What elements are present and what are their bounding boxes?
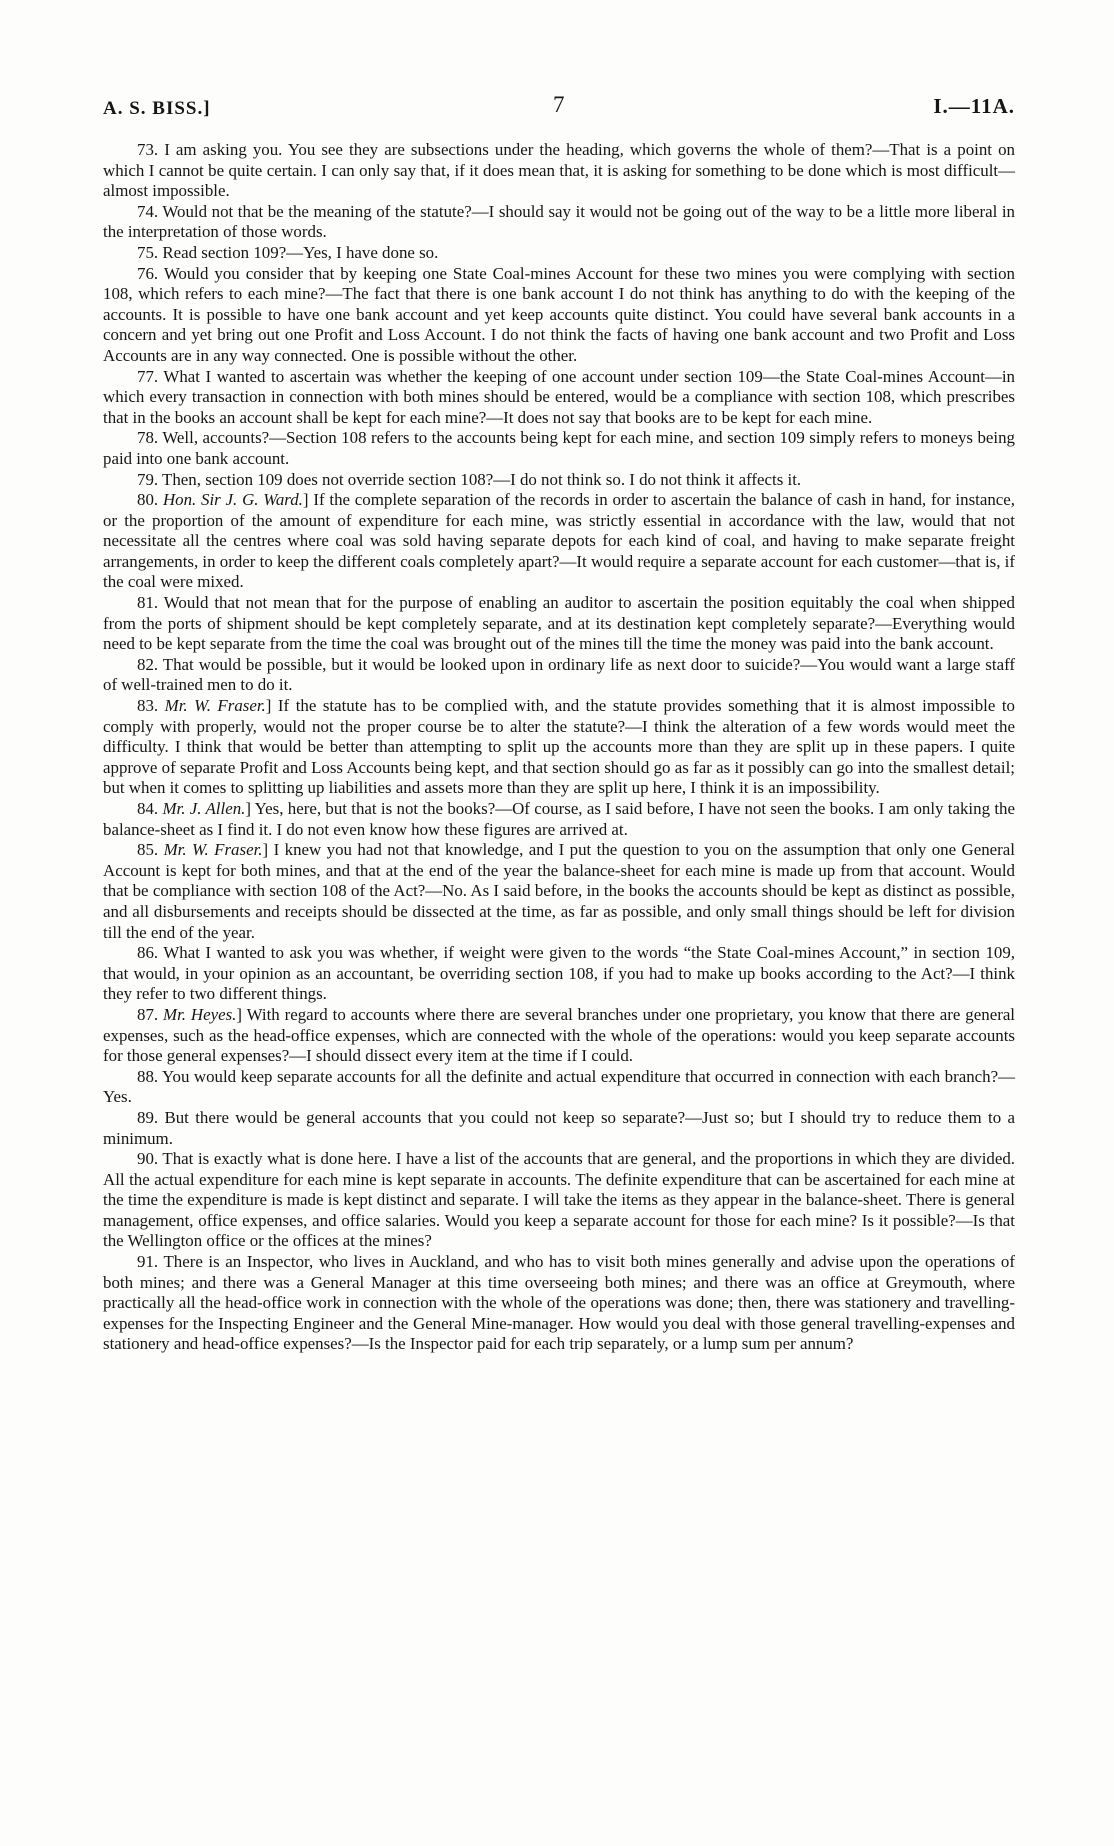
question-number: 88. xyxy=(137,1066,159,1086)
speaker-name: Mr. Heyes. xyxy=(163,1004,237,1024)
evidence-text xyxy=(103,140,1015,1355)
speaker-bracket: ] xyxy=(265,696,272,716)
question-paragraph xyxy=(103,1067,1015,1108)
question-number: 91. xyxy=(137,1252,159,1272)
question-text: I am asking you. You see they are subsections under the heading, which governs the whole of them?—That is a point on which I cannot be quite certain. I can only say that, if it does mean that, it is asking for something to be done which is most difficult—almost impossible. xyxy=(103,140,1015,201)
question-paragraph xyxy=(103,470,1015,491)
speaker-bracket: ] xyxy=(262,840,269,860)
question-paragraph xyxy=(103,428,1015,469)
speaker-name: Mr. J. Allen. xyxy=(162,799,246,818)
question-number: 87. xyxy=(137,1004,159,1024)
question-paragraph xyxy=(103,264,1015,367)
question-text: With regard to accounts where there are several branches under one proprietary, you know that there are general expenses, such as the head-office expenses, which are connected with the whole of the operations: would you keep separate accounts for those general expenses?—I should dissect every item at the time if I could. xyxy=(103,1004,1016,1066)
question-text: What I wanted to ask you was whether, if weight were given to the words “the State Coal-mines Account,” in section 109, that would, in your opinion as an accountant, be overriding section 108, if you had to make up books according to the Act?—I think they refer to two different things. xyxy=(103,943,1015,1004)
question-number: 75. xyxy=(137,242,159,262)
speaker-bracket: ] xyxy=(302,490,309,510)
question-paragraph xyxy=(103,840,1015,943)
question-text: That is exactly what is done here. I have a list of the accounts that are general, and the proportions in which they are divided. All the actual expenditure for each mine is kept separate in accounts. The definite expenditure that can be ascertained for each mine at the time the expenditure is made is kept distinct and separate. I will take the items as they appear in the balance-sheet. There is general management, office expenses, and office salaries. Would you keep a separate account for those for each mine? Is it possible?—Is that the Wellington office or the offices at the mines? xyxy=(103,1149,1015,1251)
question-text: There is an Inspector, who lives in Auckland, and who has to visit both mines generally and advise upon the operations of both mines; and there was a General Manager at this time overseeing both mines; and there was an office at Greymouth, where practically all the head-office work in connection with the whole of the operations was done; then, there was stationery and travelling-expenses for the Inspecting Engineer and the General Mine-manager. How would you deal with those general travelling-expenses and stationery and head-office expenses?—Is the Inspector paid for each trip separately, or a lump sum per annum? xyxy=(103,1252,1016,1354)
question-text: You would keep separate accounts for all the definite and actual expenditure that occurred in connection with each branch?—Yes. xyxy=(103,1066,1015,1107)
question-paragraph xyxy=(103,140,1015,202)
running-head xyxy=(103,92,1015,126)
question-paragraph xyxy=(103,593,1015,655)
question-number: 86. xyxy=(137,943,159,963)
question-text: Yes, here, but that is not the books?—Of course, as I said before, I have not seen the books. I am only taking the balance-sheet as I find it. I do not even know how these figures are arrived at. xyxy=(103,799,1015,839)
question-text: Would not that be the meaning of the statute?—I should say it would not be going out of the way to be a little more liberal in the interpretation of those words. xyxy=(103,201,1015,242)
speaker-name: Mr. W. Fraser. xyxy=(164,696,266,716)
question-text: If the complete separation of the records in order to ascertain the balance of cash in hand, for instance, or the proportion of the amount of expenditure for each mine, was strictly essential in accordance with the law, would that not necessitate all the centres where coal was sold having separate depots for each kind of coal, and having to make separate freight arrangements, in order to keep the different coals completely apart?—It would require a separate account for each customer—that is, if the coal were mixed. xyxy=(103,490,1015,592)
question-paragraph xyxy=(103,799,1015,840)
question-number: 78. xyxy=(137,428,159,448)
witness-header: A. S. BISS.] xyxy=(103,98,211,119)
question-number: 82. xyxy=(137,654,159,674)
question-text: If the statute has to be complied with, and the statute provides something that it is almost impossible to comply with properly, would not the proper course be to alter the statute?—I think the alteration of a few words would meet the difficulty. I think that would be better than attempting to split up the accounts more than they are split up in these papers. I quite approve of separate Profit and Loss Accounts being kept, and that section should go as far as it possibly can go into the smallest detail; but when it comes to splitting up liabilities and assets more than they are split up here, I think it is an impossibility. xyxy=(103,696,1015,798)
question-number: 74. xyxy=(137,201,159,221)
speaker-bracket: ] xyxy=(245,799,251,818)
question-number: 89. xyxy=(137,1107,159,1127)
speaker-name: Hon. Sir J. G. Ward. xyxy=(162,490,303,510)
question-number: 73. xyxy=(137,140,159,159)
question-paragraph xyxy=(103,243,1015,264)
question-number: 76. xyxy=(137,263,159,283)
question-paragraph xyxy=(103,490,1015,593)
question-number: 81. xyxy=(137,593,159,613)
question-paragraph xyxy=(103,655,1015,696)
question-number: 85. xyxy=(137,840,159,860)
question-number: 83. xyxy=(137,696,159,716)
question-paragraph xyxy=(103,202,1015,243)
question-text: Read section 109?—Yes, I have done so. xyxy=(162,242,439,262)
question-text: Then, section 109 does not override section 108?—I do not think so. I do not think it affects it. xyxy=(162,469,802,489)
question-paragraph xyxy=(103,943,1015,1005)
question-text: Would that not mean that for the purpose of enabling an auditor to ascertain the position equitably the coal when shipped from the ports of shipment should be kept completely separate, and at its destination kept completely separate?—Everything would need to be kept separate from the time the coal was brought out of the mines till the time the money was paid into the bank account. xyxy=(103,593,1015,654)
question-text: That would be possible, but it would be looked upon in ordinary life as next door to suicide?—You would want a large staff of well-trained men to do it. xyxy=(103,654,1016,695)
speaker-name: Mr. W. Fraser. xyxy=(163,840,263,860)
page-number: 7 xyxy=(553,92,566,117)
question-number: 79. xyxy=(137,469,159,489)
question-paragraph xyxy=(103,1005,1015,1067)
paper-reference: I.—11A. xyxy=(933,94,1015,118)
question-text: Well, accounts?—Section 108 refers to the accounts being kept for each mine, and section 109 simply refers to moneys being paid into one bank account. xyxy=(103,428,1015,468)
question-paragraph xyxy=(103,367,1015,429)
question-text: Would you consider that by keeping one State Coal-mines Account for these two mines you were complying with section 108, which refers to each mine?—The fact that there is one bank account I do not think has anything to do with the keeping of the accounts. It is possible to have one bank account and yet keep accounts quite distinct. You could have several bank accounts in a concern and yet bring out one Profit and Loss Account. I do not think the facts of having one bank account and two Profit and Loss Accounts are in any way connected. One is possible without the other. xyxy=(103,263,1016,365)
question-text: I knew you had not that knowledge, and I put the question to you on the assumption that only one General Account is kept for both mines, and that at the end of the year the balance-sheet for each mine is made up from that account. Would that be compliance with section 108 of the Act?—No. As I said before, in the books the accounts should be kept as distinct as possible, and all disbursements and receipts should be dissected at the time, as far as possible, and only small things should be left for division till the end of the year. xyxy=(103,840,1015,942)
question-text: What I wanted to ascertain was whether the keeping of one account under section 109—the State Coal-mines Account—in which every transaction in connection with both mines should be entered, would be a compliance with section 108, which prescribes that in the books an account shall be kept for each mine?—It does not say that books are to be kept for each mine. xyxy=(103,366,1015,427)
question-number: 77. xyxy=(137,366,159,386)
question-number: 84. xyxy=(137,799,159,818)
question-paragraph xyxy=(103,1149,1015,1252)
question-number: 80. xyxy=(137,490,159,510)
question-paragraph xyxy=(103,696,1015,799)
speaker-bracket: ] xyxy=(236,1004,243,1024)
question-paragraph xyxy=(103,1108,1015,1149)
question-text: But there would be general accounts that you could not keep so separate?—Just so; but I should try to reduce them to a minimum. xyxy=(103,1107,1015,1148)
page xyxy=(103,92,1015,1355)
question-number: 90. xyxy=(137,1149,159,1169)
question-paragraph xyxy=(103,1252,1015,1355)
